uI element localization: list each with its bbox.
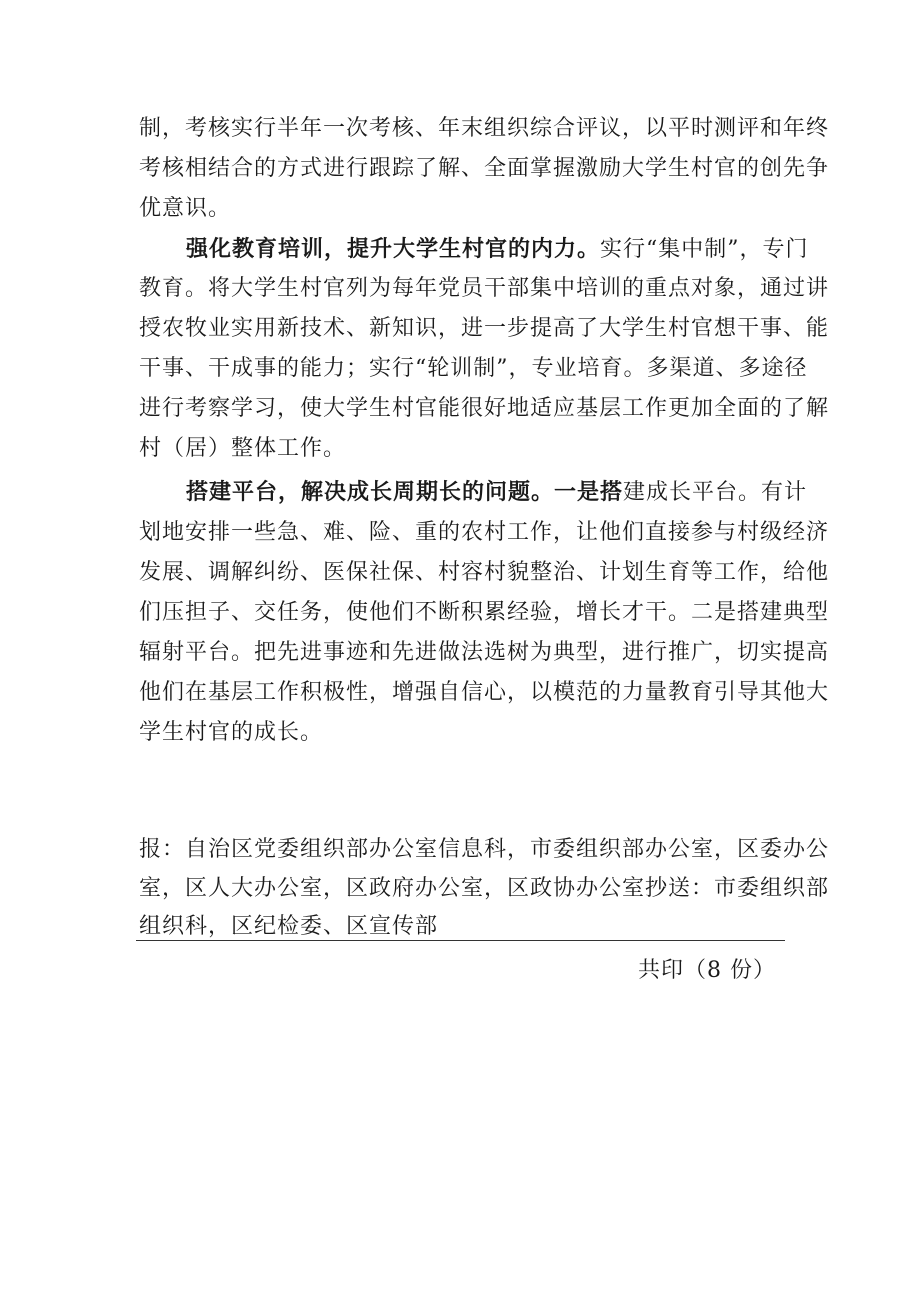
distribution-line: 组织科，区纪检委、区宣传部: [139, 914, 439, 939]
paragraph-3-line: 学生村官的成长。: [139, 720, 324, 745]
paragraph-1-line: 优意识。: [139, 196, 232, 221]
paragraph-3-line: 划地安排一些急、难、险、重的农村工作，让他们直接参与村级经济: [139, 520, 830, 545]
paragraph-2-heading: 强化教育培训，提升大学生村官的内力。: [186, 236, 601, 262]
paragraph-3-line: 他们在基层工作积极性，增强自信心，以模范的力量教育引导其他大: [139, 680, 830, 705]
paragraph-3-line: 辐射平台。把先进事迹和先进做法选树为典型，进行推广，切实提高: [139, 640, 830, 665]
distribution-line: 室，区人大办公室，区政府办公室，区政协办公室抄送：市委组织部: [139, 876, 830, 901]
paragraph-2-line: 教育。将大学生村官列为每年党员干部集中培训的重点对象，通过讲: [139, 276, 830, 301]
paragraph-1-line: 考核相结合的方式进行跟踪了解、全面掌握激励大学生村官的创先争: [139, 156, 830, 181]
paragraph-2-first-line: [186, 234, 809, 265]
copies-count: 共印（8 份）: [638, 958, 776, 983]
paragraph-3-first-line: [186, 477, 807, 508]
paragraph-1-line: 制，考核实行半年一次考核、年末组织综合评议，以平时测评和年终: [139, 116, 830, 141]
distribution-line: 报：自治区党委组织部办公室信息科，市委组织部办公室，区委办公: [139, 837, 830, 862]
paragraph-2-first-line-rest: 实行“集中制”，专门: [600, 237, 809, 262]
paragraph-2-line: 村（居）整体工作。: [139, 436, 347, 461]
paragraph-3-first-line-rest: 建成长平台。有计: [623, 480, 808, 505]
paragraph-2-line: 干事、干成事的能力；实行“轮训制”，专业培育。多渠道、多途径: [139, 356, 808, 381]
footer-divider: [136, 940, 785, 941]
paragraph-3-line: 们压担子、交任务，使他们不断积累经验，增长才干。二是搭建典型: [139, 600, 830, 625]
paragraph-3-line: 发展、调解纠纷、医保社保、村容村貌整治、计划生育等工作，给他: [139, 560, 830, 585]
paragraph-2-line: 进行考察学习，使大学生村官能很好地适应基层工作更加全面的了解: [139, 396, 830, 421]
paragraph-2-line: 授农牧业实用新技术、新知识，进一步提高了大学生村官想干事、能: [139, 316, 830, 341]
paragraph-3-heading: 搭建平台，解决成长周期长的问题。一是搭: [186, 479, 624, 505]
